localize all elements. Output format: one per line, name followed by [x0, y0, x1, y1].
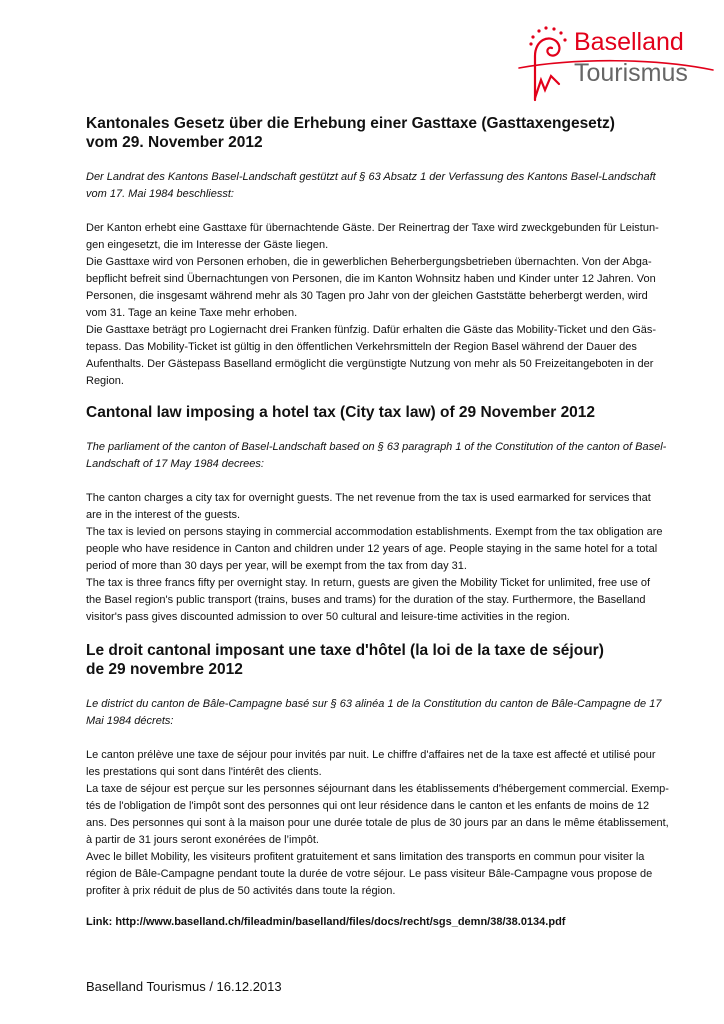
- text-line: Die Gasttaxe wird von Personen erhoben, die in gewerblichen Beherbergungsbetrieben übernachten. Von der Abga-: [86, 256, 652, 268]
- text-line: are in the interest of the guests.: [86, 509, 241, 521]
- text-line: les prestations qui sont dans l'intérêt des clients.: [86, 766, 322, 778]
- text-line: The tax is three francs fifty per overnight stay. In return, guests are given the Mobility Ticket for unlimited, free use of: [86, 577, 651, 589]
- section-german: [86, 114, 686, 390]
- text-line: à partir de 31 jours seront exonérées de l’impôt.: [86, 834, 319, 846]
- text-line: vom 29. November 2012: [86, 134, 263, 151]
- section-body: [86, 220, 686, 390]
- section-title: [86, 641, 686, 679]
- logo-text-baselland: Baselland: [574, 28, 684, 56]
- text-line: Kantonales Gesetz über die Erhebung einer Gasttaxe (Gasttaxengesetz): [86, 115, 615, 132]
- text-line: Der Kanton erhebt eine Gasttaxe für übernachtende Gäste. Der Reinertrag der Taxe wird zweckgebunden für Leistun-: [86, 222, 659, 234]
- text-line: Der Landrat des Kantons Basel-Landschaft gestützt auf § 63 Absatz 1 der Verfassung des Kantons Basel-Landschaft: [86, 171, 656, 183]
- text-line: ans. Des personnes qui sont à la maison pour une durée totale de plus de 30 jours par an dans le même établissement,: [86, 817, 669, 829]
- text-line: Le district du canton de Bâle-Campagne basé sur § 63 alinéa 1 de la Constitution du canton de Bâle-Campagne de 17: [86, 698, 662, 710]
- baselland-tourismus-logo: [515, 18, 715, 103]
- section-intro: [86, 439, 686, 473]
- text-line: Le droit cantonal imposant une taxe d'hôtel (la loi de la taxe de séjour): [86, 642, 604, 659]
- section-intro: [86, 169, 686, 203]
- text-line: vom 31. Tage an keine Taxe mehr erhoben.: [86, 307, 298, 319]
- text-line: Avec le billet Mobility, les visiteurs profitent gratuitement et sans limitation des transports en commun pour visiter la: [86, 851, 645, 863]
- text-line: région de Bâle-Campagne pendant toute la durée de votre séjour. Le pass visiteur Bâle-Campagne vous propose de: [86, 868, 653, 880]
- text-line: period of more than 30 days per year, will be exempt from the tax from day 31.: [86, 560, 467, 572]
- text-line: vom 17. Mai 1984 beschliesst:: [86, 188, 234, 200]
- text-line: tepass. Das Mobility-Ticket ist gültig in den öffentlichen Verkehrsmitteln der Region Basel während der Dauer des: [86, 341, 637, 353]
- text-line: Landschaft of 17 May 1984 decrees:: [86, 458, 264, 470]
- text-line: Mai 1984 décrets:: [86, 715, 174, 727]
- text-line: The tax is levied on persons staying in commercial accommodation establishments. Exempt from the tax obligation are: [86, 526, 663, 538]
- section-title: [86, 114, 686, 152]
- section-title: [86, 403, 686, 422]
- section-intro: [86, 696, 686, 730]
- text-line: de 29 novembre 2012: [86, 661, 243, 678]
- text-line: people who have residence in Canton and children under 12 years of age. People staying in the same hotel for a total: [86, 543, 658, 555]
- text-line: The parliament of the canton of Basel-Landschaft based on § 63 paragraph 1 of the Constitution of the canton of Basel-: [86, 441, 667, 453]
- text-line: bepflicht befreit sind Übernachtungen von Personen, die im Kanton Wohnsitz haben und Kinder unter 12 Jahren. Von: [86, 273, 656, 285]
- section-body: [86, 490, 686, 626]
- text-line: The canton charges a city tax for overnight guests. The net revenue from the tax is used earmarked for services that: [86, 492, 651, 504]
- text-line: gen eingesetzt, die im Interesse der Gäste liegen.: [86, 239, 329, 251]
- text-line: Die Gasttaxe beträgt pro Logiernacht drei Franken fünfzig. Dafür erhalten die Gäste das Mobility-Ticket und den Gäs-: [86, 324, 657, 336]
- text-line: Personen, die insgesamt während mehr als 30 Tagen pro Jahr von der gleichen Gaststätte beherbergt werden, wird: [86, 290, 648, 302]
- footer-text: Baselland Tourismus / 16.12.2013: [86, 979, 282, 994]
- source-link[interactable]: Link: http://www.baselland.ch/fileadmin/baselland/files/docs/recht/sgs_demn/38/38.0134.pdf: [86, 916, 566, 928]
- text-line: Region.: [86, 375, 124, 387]
- text-line: the Basel region's public transport (trains, buses and trams) for the duration of the stay. Furthermore, the Baselland: [86, 594, 646, 606]
- text-line: Cantonal law imposing a hotel tax (City tax law) of 29 November 2012: [86, 404, 596, 421]
- section-french: [86, 641, 686, 900]
- text-line: tés de l'obligation de l'impôt sont des personnes qui ont leur résidence dans le canton et les enfants de moins de 12: [86, 800, 650, 812]
- logo-text-tourismus: Tourismus: [574, 59, 688, 87]
- text-line: profiter à prix réduit de plus de 50 activités dans toute la région.: [86, 885, 396, 897]
- text-line: Aufenthalts. Der Gästepass Baselland ermöglicht die vergünstigte Nutzung von mehr als 50 Freizeitangeboten in der: [86, 358, 654, 370]
- text-line: visitor's pass gives discounted admission to over 50 cultural and leisure-time activities in the region.: [86, 611, 570, 623]
- section-body: [86, 747, 686, 900]
- text-line: La taxe de séjour est perçue sur les personnes séjournant dans les établissements d'hébergement commercial. Exemp-: [86, 783, 669, 795]
- section-english: [86, 403, 686, 626]
- text-line: Le canton prélève une taxe de séjour pour invités par nuit. Le chiffre d'affaires net de la taxe est affecté et utilisé pour: [86, 749, 656, 761]
